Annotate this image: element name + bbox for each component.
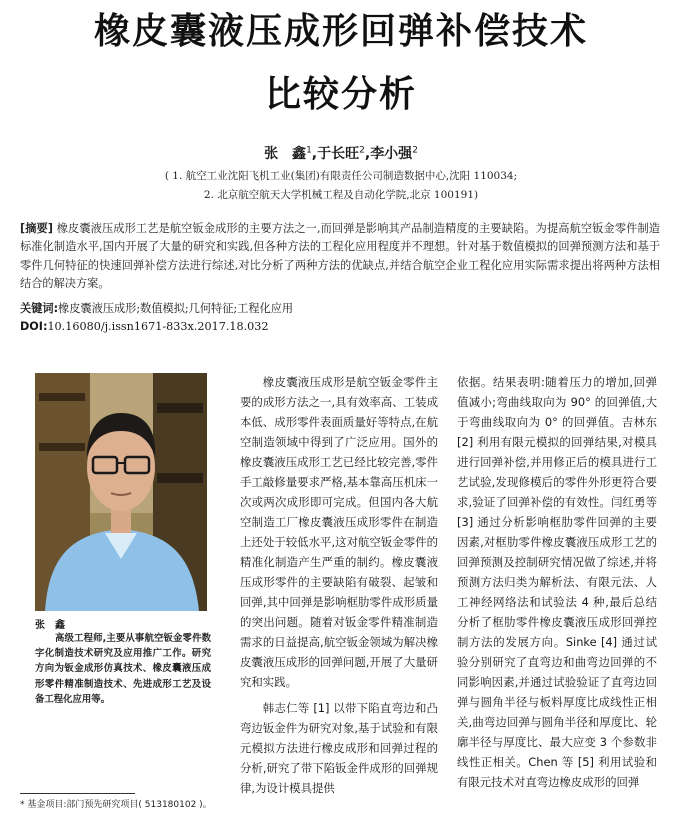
author-name: 于长旺 <box>317 146 360 162</box>
author-affiliation-marker: 2 <box>412 145 418 156</box>
abstract <box>20 220 660 293</box>
affiliation-2: 2. 北京航空航天大学机械工程及自动化学院,北京 100191) <box>203 189 479 201</box>
abstract-label: [摘要] <box>20 222 53 235</box>
doi-text: 10.16080/j.issn1671-833x.2017.18.032 <box>47 320 269 333</box>
bio-author-name: 张 鑫 <box>35 620 65 631</box>
affiliation-1: ( 1. 航空工业沈阳飞机工业(集团)有限责任公司制造数据中心,沈阳 110034; <box>164 170 518 182</box>
keywords <box>20 300 660 316</box>
paper-title-line1: 橡皮囊液压成形回弹补偿技术 <box>93 11 588 52</box>
footnote: * 基金项目:部门预先研究项目( 513180102 )。 <box>20 800 212 810</box>
footnote-divider <box>20 793 135 794</box>
author-affiliation-marker: 1 <box>306 145 312 156</box>
abstract-text: 橡皮囊液压成形工艺是航空钣金成形的主要方法之一,而回弹是影响其产品制造精度的主要缺陷。为提高航空钣金零件制造标准化制造水平,国内开展了大量的研究和实践,但各种方法的工程化应用程度并不理想。针对基于数值模拟的回弹预测方法和基于零件几何特征的快速回弹补偿方法进行综述,对比分析了两种方法的优缺点,并结合航空企业工程化应用实际需求提出将两种方法相结合的解决方案。 <box>20 222 660 290</box>
body-paragraph: 依据。结果表明:随着压力的增加,回弹值减小;弯曲线取向为 90° 的回弹值,大于弯曲线取向为 0° 的回弹值。吉林东 [2] 利用有限元模拟的回弹结果,对模具进行回弹补偿,并用修正后的模具进行工艺试验,发现修模后的零件外形更符合要求,验证了回弹补偿的有效性。闫红勇等 [3] 通过分析影响框肋零件回弹的主要因素,对框肋零件橡皮囊液压成形工艺的回弹预测及控制研究情况做了综述,并将预测方法归类为解析法、有限元法、人工神经网络法和试验法 4 种,最后总结分析了框肋零件橡皮囊液压成形回弹控制方法的发展方向。Sinke [4] 通过试验分别研究了直弯边和曲弯边回弹的不同影响因素,并通过试验验证了直弯边回弹与圆角半径与板料厚度比成线性正相关,曲弯边回弹与圆角半径和厚度比、轮廓半径与厚度比、最大应变 3 个参数非线性正相关。Chen 等 [5] 利用试验和有限元技术对直弯边橡皮成形的回弹 <box>457 375 657 789</box>
bio-text: 高级工程师,主要从事航空钣金零件数字化制造技术研究及应用推广工作。研究方向为钣金成形仿真技术、橡皮囊液压成形零件精准制造技术、先进成形工艺及设备工程化应用等。 <box>35 633 211 705</box>
body-paragraph: 韩志仁等 [1] 以带下陷直弯边和凸弯边钣金件为研究对象,基于试验和有限元模拟方法进行橡皮成形和回弹过程的分析,研究了带下陷钣金件成形的回弹规律,为设计模具提供 <box>240 701 438 795</box>
paper-title-line2: 比较分析 <box>264 74 417 115</box>
author-portrait-image <box>35 373 207 611</box>
author-affiliation-marker: 2 <box>359 145 365 156</box>
doi-label: DOI: <box>20 320 48 333</box>
author-photo <box>35 373 207 611</box>
author-name: 李小强 <box>370 146 413 162</box>
doi-line <box>20 320 660 333</box>
author-list <box>0 143 682 163</box>
author-separator: , <box>311 146 318 162</box>
author-name: 张 鑫 <box>264 146 307 162</box>
keywords-label: 关键词: <box>20 302 59 315</box>
body-column-2 <box>457 372 657 812</box>
body-paragraph: 橡皮囊液压成形是航空钣金零件主要的成形方法之一,具有效率高、工装成本低、成形零件表面质量好等特点,在航空制造领域中得到了广泛应用。国外的橡皮囊液压成形工艺已经比较完善,零件手工敲修量要求严格,基本靠高压机床一次或两次成形即可完成。但国内各大航空制造工厂橡皮囊液压成形零件在制造上还处于较低水平,这对航空钣金零件的精准化制造产生严重的制约。橡皮囊液压成形零件的主要缺陷有破裂、起皱和回弹,其中回弹是影响框肋零件成形质量的突出问题。随着对钣金零件精准制造需求的日益提高,航空钣金领域为解决橡皮囊液压成形的回弹问题,开展了大量研究和实践。 <box>240 375 438 689</box>
keywords-text: 橡皮囊液压成形;数值模拟;几何特征;工程化应用 <box>58 302 294 315</box>
body-column-1 <box>240 372 438 812</box>
author-separator: , <box>364 146 371 162</box>
